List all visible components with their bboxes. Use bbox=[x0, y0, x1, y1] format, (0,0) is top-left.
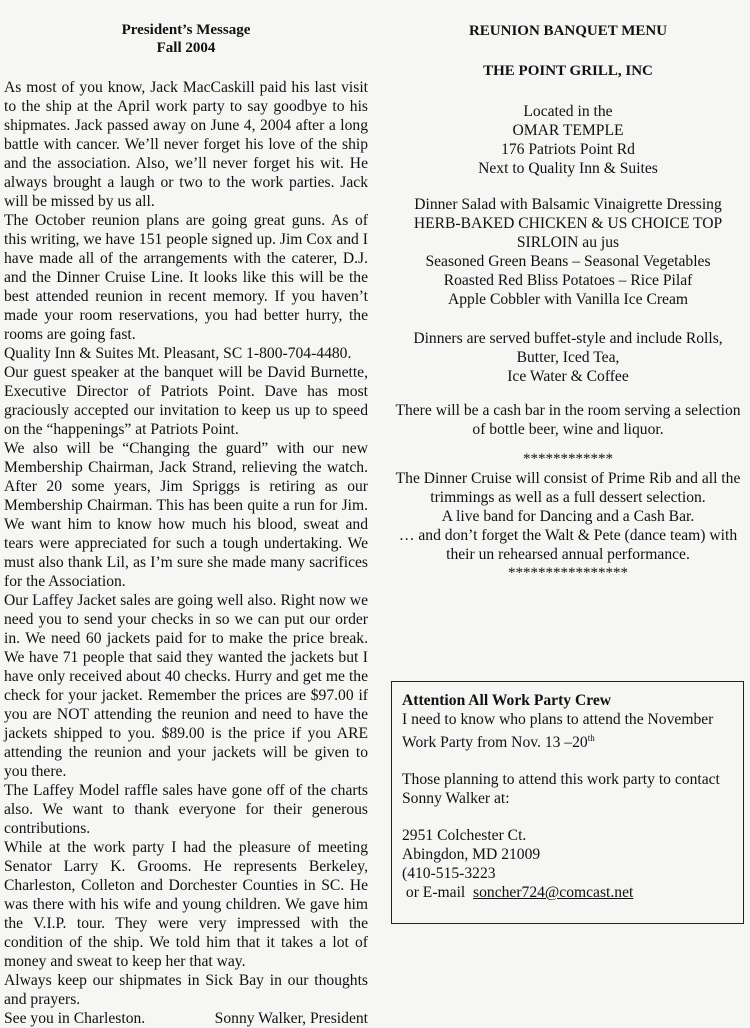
paragraph: Our Laffey Jacket sales are going well also. Right now we need you to send your checks in so we can put our order in. We need 60 jackets paid for to make the price break. We have 71 people that said they wanted the jackets but I have only received about 40 checks. Hurry and get me the check for your jacket. Remember the prices are $97.00 if you are NOT attending the reunion and need to have the jackets shipped to you. $89.00 is the price if you ARE attending the reunion and your jackets will be given to you there. bbox=[4, 592, 368, 780]
ordinal-suffix: th bbox=[587, 733, 595, 743]
title-line: President’s Message bbox=[121, 22, 251, 38]
star-divider: **************** bbox=[508, 565, 628, 581]
email-label: or E-mail bbox=[405, 884, 466, 902]
address-line: Abingdon, MD 21009 bbox=[402, 846, 541, 864]
dinner-cruise-note bbox=[386, 469, 750, 564]
paragraph: Quality Inn & Suites Mt. Pleasant, SC 1-800-704-4480. bbox=[4, 345, 352, 362]
buffet-note bbox=[386, 329, 750, 386]
paragraph: The October reunion plans are going great guns. As of this writing, we have 151 people signed up. Jim Cox and I have made all of the arrangements with the caterer, D.J. and the Dinner Cruise Line. It looks like this will be the best attended reunion in recent memory. If you haven’t made your room reservations, you had better hurry, the rooms are going fast. bbox=[4, 212, 368, 343]
signature: Sonny Walker, President bbox=[214, 1010, 368, 1027]
paragraph: While at the work party I had the pleasure of meeting Senator Larry K. Grooms. He represents Berkeley, Charleston, Colleton and Dorchester Counties in SC. He was there with his wife and young children. We gave him the V.I.P. tour. They were very impressed with the condition of the ship. We told him that it takes a lot of money and sweat to keep her that way. bbox=[4, 839, 368, 970]
location-line: Next to Quality Inn & Suites bbox=[478, 160, 658, 177]
notice-line: Sonny Walker at: bbox=[402, 790, 510, 808]
paragraph: As most of you know, Jack MacCaskill paid his last visit to the ship at the April work party to say goodbye to his shipmates. Jack passed away on June 4, 2004 after a long battle with cancer. We’ll never forget his love of the ship and the association. Also, we’ll never forget his wit. He always brought a laugh or two to the work parties. Jack will be missed by us all. bbox=[4, 79, 368, 210]
signature-line bbox=[4, 1009, 368, 1028]
cash-bar-note bbox=[386, 401, 750, 439]
menu-item: Dinner Salad with Balsamic Vinaigrette Dressing bbox=[414, 196, 722, 213]
menu-item: Apple Cobbler with Vanilla Ice Cream bbox=[447, 291, 689, 308]
subtitle-line: Fall 2004 bbox=[156, 40, 216, 56]
buffet-line: Butter, Iced Tea, bbox=[516, 349, 620, 366]
notice-line: I need to know who plans to attend the November bbox=[402, 711, 714, 728]
cruise-line: A live band for Dancing and a Cash Bar. bbox=[441, 508, 695, 525]
notice-line: Those planning to attend this work party to contact bbox=[402, 771, 720, 789]
banquet-menu-column bbox=[386, 0, 750, 583]
email-link[interactable]: soncher724@comcast.net bbox=[473, 884, 634, 902]
menu-item: Roasted Red Bliss Potatoes – Rice Pilaf bbox=[443, 272, 693, 289]
presidents-message-body bbox=[4, 78, 368, 1028]
notice-title: Attention All Work Party Crew bbox=[402, 692, 612, 709]
closing-text: See you in Charleston. bbox=[4, 1010, 146, 1027]
cash-bar-line: There will be a cash bar in the room serving a selection bbox=[395, 402, 741, 419]
paragraph: The Laffey Model raffle sales have gone off of the charts also. We want to thank everyone for their generous contributions. bbox=[4, 782, 368, 837]
presidents-message-title bbox=[4, 21, 368, 57]
paragraph: Our guest speaker at the banquet will be David Burnette, Executive Director of Patriots Point. Dave has most graciously accepted our invitation to keep us up to speed on the “happenings” at Patriots Point. bbox=[4, 364, 368, 438]
cruise-line: … and don’t forget the Walt & Pete (dance team) with bbox=[398, 527, 738, 544]
menu-title: REUNION BANQUET MENU bbox=[468, 23, 668, 39]
cruise-line: trimmings as well as a full dessert selection. bbox=[430, 489, 706, 506]
buffet-line: Dinners are served buffet-style and include Rolls, bbox=[413, 330, 723, 347]
location-line: Located in the bbox=[523, 103, 613, 120]
location-line: OMAR TEMPLE bbox=[512, 122, 624, 139]
venue-name: THE POINT GRILL, INC bbox=[483, 63, 653, 79]
paragraph: Always keep our shipmates in Sick Bay in our thoughts and prayers. bbox=[4, 972, 368, 1008]
menu-item: Seasoned Green Beans – Seasonal Vegetables bbox=[425, 253, 711, 270]
buffet-line: Ice Water & Coffee bbox=[507, 368, 629, 385]
email-line bbox=[402, 883, 733, 902]
paragraph: We also will be “Changing the guard” with our new Membership Chairman, Jack Strand, relieving the watch. After 20 some years, Jim Spriggs is retiring as our Membership Chairman. This has been quite a run for Jim. We want him to know how much his blood, sweat and tears were appreciated for such a tough undertaking. We must also thank Lil, as I’m sure she made many sacrifices for the Association. bbox=[4, 440, 368, 590]
dinner-menu bbox=[386, 195, 750, 309]
cruise-line: The Dinner Cruise will consist of Prime Rib and all the bbox=[395, 470, 741, 487]
phone-number: (410-515-3223 bbox=[402, 865, 496, 883]
address-line: 2951 Colchester Ct. bbox=[402, 827, 527, 845]
presidents-message-column bbox=[4, 0, 368, 1028]
notice-line bbox=[402, 729, 733, 752]
menu-item: SIRLOIN au jus bbox=[516, 234, 620, 251]
menu-item: HERB-BAKED CHICKEN & US CHOICE TOP bbox=[413, 215, 723, 232]
cash-bar-line: of bottle beer, wine and liquor. bbox=[472, 421, 664, 438]
notice-dates: Work Party from Nov. 13 –20 bbox=[402, 734, 588, 752]
cruise-line: their un rehearsed annual performance. bbox=[446, 546, 690, 563]
work-party-notice-box bbox=[391, 681, 744, 924]
star-divider: ************ bbox=[523, 451, 613, 467]
location-line: 176 Patriots Point Rd bbox=[501, 141, 635, 158]
location-block bbox=[386, 102, 750, 178]
